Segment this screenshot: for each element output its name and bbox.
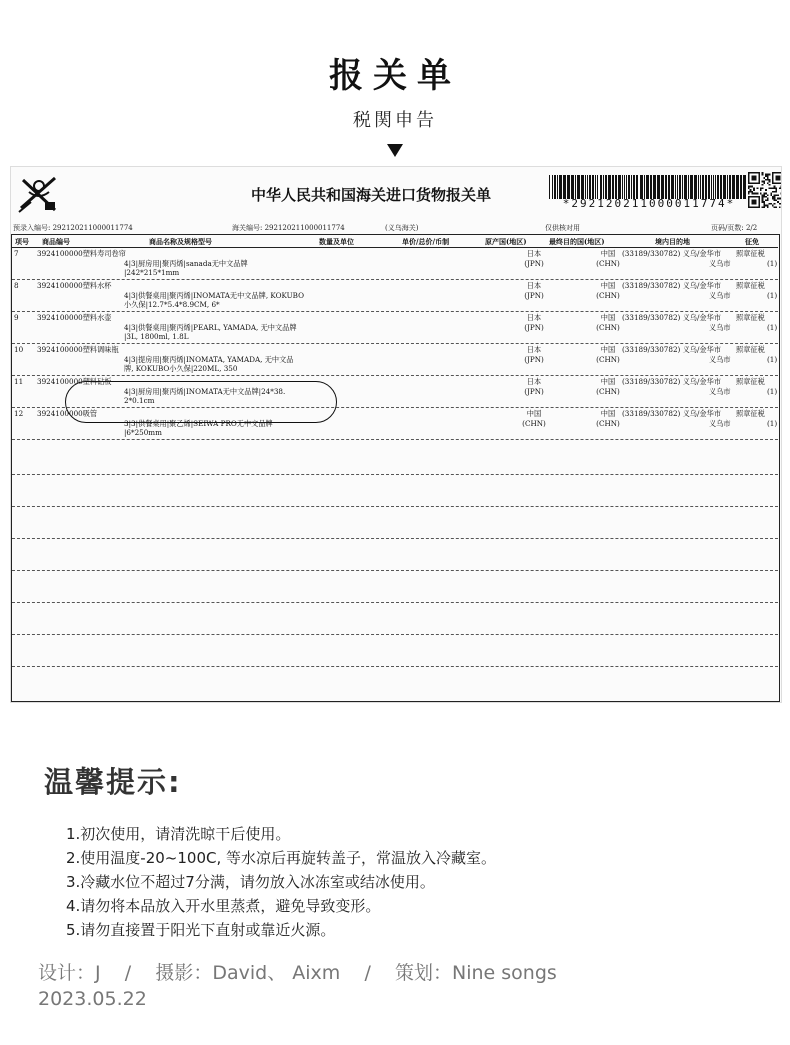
barcode-bar <box>622 175 623 199</box>
row-domestic-city: 义乌市 <box>709 355 731 364</box>
row-divider <box>12 570 778 571</box>
row-code-name: 3924100000塑料调味瓶 <box>37 345 119 354</box>
barcode-bar <box>720 175 722 199</box>
barcode-bar <box>575 175 576 199</box>
row-spec-line1: 4|3|厨房用|聚丙烯|INOMATA无中文品牌|24*38. <box>124 387 286 396</box>
row-spec-line2: 2*0.1cm <box>124 396 155 405</box>
row-spec-line2: |242*215*1mm <box>124 268 180 277</box>
row-origin-code: (JPN) <box>524 291 544 300</box>
barcode-bar <box>743 175 746 199</box>
barcode-bar <box>665 175 667 199</box>
row-domestic: (33189/330782) 义乌/金华市 <box>622 249 721 258</box>
barcode-bar <box>717 175 719 199</box>
row-divider <box>12 506 778 507</box>
verify-note: 仅供核对用 <box>545 224 580 232</box>
row-destination-code: (CHN) <box>596 419 620 428</box>
row-spec-line1: 4|3|供餐桌用|聚丙烯|PEARL, YAMADA, 无中文品牌 <box>124 323 297 332</box>
barcode-bar <box>708 175 710 199</box>
row-spec-line1: 4|3|供餐桌用|聚丙烯|INOMATA无中文品牌, KOKUBO <box>124 291 304 300</box>
row-origin: 日本 <box>526 313 542 322</box>
row-domestic-city: 义乌市 <box>709 419 731 428</box>
col-domestic: 境内目的地 <box>655 237 690 246</box>
declaration-table <box>11 234 780 702</box>
barcode-number: *292120211000011774* <box>562 197 736 210</box>
barcode-bar <box>597 175 598 199</box>
page-number: 页码/页数: 2/2 <box>711 224 758 232</box>
row-spec-line1: 4|3|提房用|聚丙烯|INOMATA, YAMADA, 无中文品 <box>124 355 294 364</box>
barcode-bar <box>640 175 643 199</box>
row-divider <box>12 279 778 280</box>
barcode-bar <box>698 175 699 199</box>
barcode-bar <box>671 175 674 199</box>
form-title: 中华人民共和国海关进口货物报关单 <box>251 186 492 204</box>
row-domestic-city: 义乌市 <box>709 291 731 300</box>
row-divider <box>12 343 778 344</box>
row-divider <box>12 474 778 475</box>
row-levy-code: (1) <box>767 387 778 396</box>
barcode-bar <box>690 175 693 199</box>
barcode-bar <box>567 175 570 199</box>
barcode-bar <box>715 175 716 199</box>
row-destination: 中国 <box>600 409 616 418</box>
row-destination: 中国 <box>600 281 616 290</box>
row-origin: 日本 <box>526 249 542 258</box>
col-code: 商品编号 <box>42 237 70 246</box>
barcode-bar <box>557 175 558 199</box>
barcode-bar <box>581 175 584 199</box>
row-item-no: 7 <box>14 249 19 258</box>
row-code-name: 3924100000塑料砧板 <box>37 377 112 386</box>
barcode-bar <box>657 175 660 199</box>
barcode-bar <box>577 175 580 199</box>
row-destination-code: (CHN) <box>596 355 620 364</box>
row-item-no: 8 <box>14 281 19 290</box>
barcode-bar <box>677 175 678 199</box>
barcode-bar <box>661 175 664 199</box>
barcode-bar <box>705 175 707 199</box>
row-domestic: (33189/330782) 义乌/金华市 <box>622 345 721 354</box>
row-levy: 照章征税 <box>736 313 765 322</box>
row-domestic: (33189/330782) 义乌/金华市 <box>622 409 721 418</box>
barcode-bar <box>653 175 656 199</box>
row-item-no: 12 <box>14 409 24 418</box>
row-origin-code: (JPN) <box>524 259 544 268</box>
row-code-name: 3924100000塑料水杯 <box>37 281 112 290</box>
barcode-bar <box>603 175 604 199</box>
col-levy: 征免 <box>745 237 759 246</box>
row-destination-code: (CHN) <box>596 259 620 268</box>
row-code-name: 3924100000塑料水壶 <box>37 313 112 322</box>
barcode-bar <box>650 175 652 199</box>
barcode-bar <box>549 175 550 199</box>
barcode-bar <box>608 175 611 199</box>
barcode-bar <box>552 175 553 199</box>
row-domestic: (33189/330782) 义乌/金华市 <box>622 281 721 290</box>
row-item-no: 11 <box>14 377 24 386</box>
barcode-bar <box>563 175 566 199</box>
col-price: 单价/总价/币制 <box>402 237 450 246</box>
barcode-bar <box>732 175 735 199</box>
row-destination: 中国 <box>600 345 616 354</box>
barcode-bar <box>636 175 638 199</box>
credit-date: 2023.05.22 <box>38 988 147 1010</box>
row-spec-line2: |3L, 1800ml, 1.8L <box>124 332 189 341</box>
row-levy-code: (1) <box>767 355 778 364</box>
highlight-circle <box>65 381 337 423</box>
row-destination-code: (CHN) <box>596 291 620 300</box>
row-domestic-city: 义乌市 <box>709 259 731 268</box>
barcode-bar <box>605 175 607 199</box>
row-code-name: 3924100000塑料寿司卷帘 <box>37 249 126 258</box>
row-spec-line1: 4|3|厨房用|聚丙烯|sanada无中文品牌 <box>124 259 248 268</box>
barcode-bar <box>624 175 625 199</box>
customs-emblem-icon <box>15 172 63 216</box>
barcode-bar <box>587 175 588 199</box>
barcode-bar <box>585 175 586 199</box>
row-divider <box>12 538 778 539</box>
row-divider <box>12 634 778 635</box>
barcode-bar <box>595 175 596 199</box>
credit-design: 设计：J <box>38 962 101 984</box>
barcode-bar <box>612 175 614 199</box>
row-levy-code: (1) <box>767 419 778 428</box>
customs-declaration-form <box>10 166 782 703</box>
customs-port: (义乌海关) <box>385 224 419 232</box>
barcode-bar <box>589 175 591 199</box>
row-divider <box>12 439 778 440</box>
row-divider <box>12 375 778 376</box>
tip-item: 5.请勿直接置于阳光下直射或靠近火源。 <box>66 921 336 939</box>
barcode-bar <box>633 175 635 199</box>
barcode-bar <box>713 175 714 199</box>
credit-photo: 摄影：David、 Aixm <box>155 962 341 984</box>
barcode-bar <box>554 175 556 199</box>
prelim-number: 预录入编号: 292120211000011774 <box>13 224 133 232</box>
col-item-no: 项号 <box>15 237 29 246</box>
row-divider <box>12 602 778 603</box>
row-levy: 照章征税 <box>736 377 765 386</box>
row-origin: 日本 <box>526 377 542 386</box>
row-divider <box>12 311 778 312</box>
barcode-bar <box>631 175 632 199</box>
arrow-down-icon <box>387 144 403 157</box>
tip-item: 3.冷藏水位不超过7分满，请勿放入冰冻室或结冰使用。 <box>66 873 435 891</box>
row-levy: 照章征税 <box>736 345 765 354</box>
barcode-bar <box>592 175 594 199</box>
row-item-no: 10 <box>14 345 24 354</box>
row-origin-code: (JPN) <box>524 323 544 332</box>
header-divider <box>12 247 778 248</box>
barcode-bar <box>711 175 712 199</box>
row-origin-code: (CHN) <box>522 419 546 428</box>
barcode-bar <box>727 175 728 199</box>
barcode-bar <box>688 175 689 199</box>
row-destination: 中国 <box>600 249 616 258</box>
qr-code-icon <box>748 172 782 208</box>
page-title: 报关单 <box>329 56 461 96</box>
row-destination: 中国 <box>600 313 616 322</box>
col-name-spec: 商品名称及规格型号 <box>149 237 212 246</box>
credit-separator: / <box>106 962 150 984</box>
tips-list <box>66 822 496 942</box>
barcode-bar <box>723 175 726 199</box>
page-subtitle: 税関申告 <box>353 110 437 131</box>
barcode-bar <box>675 175 676 199</box>
customs-number: 海关编号: 292120211000011774 <box>232 224 345 232</box>
col-destination: 最终目的国(地区) <box>549 237 605 246</box>
barcode-bar <box>702 175 704 199</box>
row-domestic: (33189/330782) 义乌/金华市 <box>622 313 721 322</box>
barcode-bar <box>571 175 574 199</box>
row-levy-code: (1) <box>767 259 778 268</box>
barcode <box>549 175 749 199</box>
barcode-bar <box>559 175 562 199</box>
row-destination: 中国 <box>600 377 616 386</box>
credits <box>38 958 557 985</box>
row-origin-code: (JPN) <box>524 355 544 364</box>
col-origin: 原产国(地区) <box>485 237 527 246</box>
barcode-bar <box>679 175 681 199</box>
credit-plan: 策划：Nine songs <box>395 962 557 984</box>
row-levy: 照章征税 <box>736 409 765 418</box>
row-code-name: 3924100000吸管 <box>37 409 98 418</box>
tips-title: 温馨提示: <box>44 765 182 799</box>
row-origin-code: (JPN) <box>524 387 544 396</box>
row-levy: 照章征税 <box>736 281 765 290</box>
barcode-bar <box>618 175 621 199</box>
barcode-bar <box>684 175 687 199</box>
row-destination-code: (CHN) <box>596 387 620 396</box>
barcode-bar <box>740 175 742 199</box>
row-item-no: 9 <box>14 313 19 322</box>
barcode-bar <box>644 175 645 199</box>
barcode-bar <box>628 175 630 199</box>
barcode-bar <box>668 175 670 199</box>
barcode-bar <box>615 175 617 199</box>
row-levy: 照章征税 <box>736 249 765 258</box>
row-levy-code: (1) <box>767 323 778 332</box>
tip-item: 1.初次使用，请清洗晾干后使用。 <box>66 825 291 843</box>
tip-item: 2.使用温度-20~100C, 等水凉后再旋转盖子，常温放入冷藏室。 <box>66 849 497 867</box>
tip-item: 4.请勿将本品放入开水里蒸煮，避免导致变形。 <box>66 897 381 915</box>
row-origin: 中国 <box>526 409 542 418</box>
row-spec-line1: 3|3|供餐桌用|聚乙烯|SEIWA PRO无中文品牌 <box>124 419 273 428</box>
barcode-bar <box>729 175 731 199</box>
row-domestic: (33189/330782) 义乌/金华市 <box>622 377 721 386</box>
row-spec-line2: 小久保|12.7*5.4*8.9CM, 6* <box>124 300 220 309</box>
barcode-bar <box>736 175 739 199</box>
barcode-bar <box>626 175 627 199</box>
barcode-bar <box>682 175 683 199</box>
row-domestic-city: 义乌市 <box>709 323 731 332</box>
row-divider <box>12 666 778 667</box>
col-quantity: 数量及单位 <box>319 237 354 246</box>
row-origin: 日本 <box>526 345 542 354</box>
row-destination-code: (CHN) <box>596 323 620 332</box>
credit-separator: / <box>346 962 389 984</box>
row-levy-code: (1) <box>767 291 778 300</box>
row-origin: 日本 <box>526 281 542 290</box>
row-spec-line2: |6*250mm <box>124 428 162 437</box>
barcode-bar <box>600 175 602 199</box>
row-domestic-city: 义乌市 <box>709 387 731 396</box>
row-spec-line2: 牌, KOKUBO小久保|220ML, 350 <box>124 364 238 373</box>
barcode-bar <box>694 175 697 199</box>
barcode-bar <box>646 175 649 199</box>
barcode-bar <box>700 175 701 199</box>
